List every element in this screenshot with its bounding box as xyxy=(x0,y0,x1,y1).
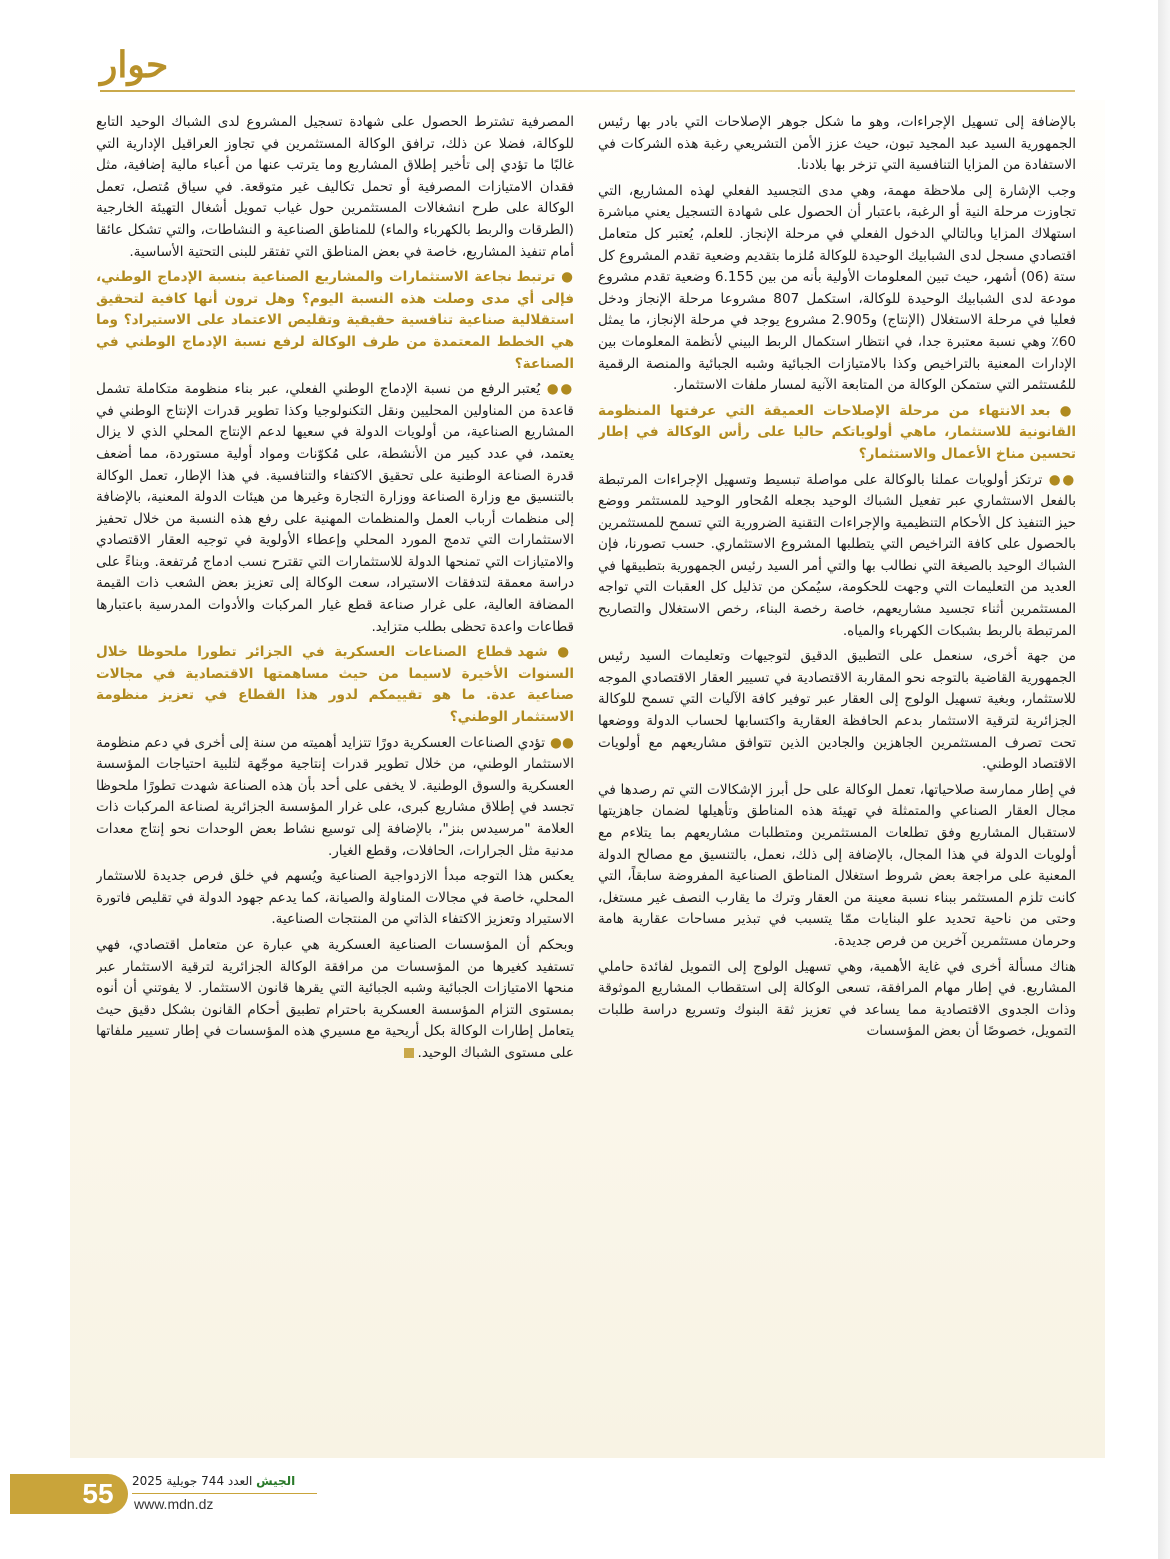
answer-text: ترتكز أولويات عملنا بالوكالة على مواصلة تبسيط وتسهيل الإجراءات المرتبطة بالفعل الاستثماري عبر تفعيل الشباك الوحيد بجعله المُحاور الوحيد للمستثمر ووضع حيز التنفيذ كل الأحكام التنظيمية والإجراءات التقنية الضرورية التي تسمح للمستثمرين بالحصول على كافة التراخيص التي يتطلبها المشروع الاستثماري. حسب تصورنا، فإن الشباك الوحيد بالصيغة التي نطالب بها والتي أمر السيد رئيس الجمهورية بتطبيقها في العديد من التعليمات التي وجهت للحكومة، سيُمكن من تذليل كل العقبات التي تواجه المستثمرين أثناء تجسيد مشاريعهم، خاصة رخصة البناء، رخص الاستغلال والتصاريح المرتبطة بالربط بشبكات الكهرباء والمياه. xyxy=(598,471,1076,639)
paragraph: في إطار ممارسة صلاحياتها، تعمل الوكالة على حل أبرز الإشكالات التي تم رصدها في مجال العقار الصناعي والمتمثلة في تهيئة هذه المناطق وتأهيلها لضمان جاهزيتها لاستقبال المشاريع وفق تطلعات المستثمرين ومتطلبات مشاريعهم بما يتلاءم مع أولويات الدولة في هذا المجال، بالإضافة إلى ذلك، نعمل، بالتنسيق مع مصالح الدولة المعنية على مراجعة بعض شروط استغلال المناطق الصناعية المفروضة سابقاً، التي كانت تلزم المستثمر ببناء نسبة معينة من العقار وترك ما يقارب النصف غير مستغل، وحتى من ناحية تحديد علو البنايات ممّا يتسبب في تبذير مساحات عقارية هامة وحرمان مستثمرين آخرين من فرص جديدة. xyxy=(598,781,1076,949)
magazine-brand: الجيش xyxy=(256,1474,296,1488)
paragraph: المصرفية تشترط الحصول على شهادة تسجيل المشروع لدى الشباك الوحيد التابع للوكالة، فضلا عن ذلك، ترافق الوكالة المستثمرين في تجاوز العراقيل الإدارية التي غالبًا ما تؤدي إلى تأخير إطلاق المشاريع وما يترتب عنها من أعباء مالية إضافية، مثل فقدان الامتيازات المصرفية أو تحمل تكاليف غير متوقعة. في سياق مُتصل، تعمل الوكالة على طرح انشغالات المستثمرين حول غياب تمويل أشغال التهيئة الخارجية (الطرقات والربط بالكهرباء والماء) للمناطق الصناعية و النشاطات، والتي تشكل عائقا أمام تنفيذ المشاريع، خاصة في بعض المناطق التي تفتقر للبنى التحتية الأساسية. xyxy=(96,114,574,260)
answer-marker-icon: ●● xyxy=(545,734,574,751)
paragraph: يعكس هذا التوجه مبدأ الازدواجية الصناعية ويُسهم في خلق فرص جديدة للاستثمار المحلي، خاصة في مجالات المناولة والصيانة، كما يدعم جهود الدولة في تقليص فاتورة الاستيراد وتعزيز الاكتفاء الذاتي من المنتجات الصناعية. xyxy=(96,868,574,928)
question-text: بعد الانتهاء من مرحلة الإصلاحات العميقة التي عرفتها المنظومة القانونية للاستثمار، ماهي أولوياتكم حاليا على رأس الوكالة في إطار تحسين مناخ الأعمال والاستثمار؟ xyxy=(598,402,1076,462)
paragraph: بالإضافة إلى تسهيل الإجراءات، وهو ما شكل جوهر الإصلاحات التي بادر بها رئيس الجمهورية السيد عبد المجيد تبون، حيث عزز الأمن التشريعي رغبة هذه الشركات في الاستفادة من المزايا التنافسية التي تزخر بها بلادنا. xyxy=(598,114,1076,174)
article-column-left xyxy=(96,112,574,1448)
issue-info xyxy=(132,1474,320,1492)
paragraph: هناك مسألة أخرى في غاية الأهمية، وهي تسهيل الولوج إلى التمويل لفائدة حاملي المشاريع. في إطار مهام المرافقة، تسعى الوكالة إلى استقطاب المشاريع الموثوقة وذات الجدوى الاقتصادية مما يساعد في تعزيز ثقة البنوك وتسريع دراسة طلبات التمويل، خصوصًا أن بعض المؤسسات xyxy=(598,958,1076,1040)
website-url: www.mdn.dz xyxy=(134,1496,214,1512)
interview-answer xyxy=(598,470,1076,643)
question-text: شهد قطاع الصناعات العسكرية في الجزائر تطورا ملحوظا خلال السنوات الأخيرة لاسيما من حيث مساهمتها الاقتصادية في مجالات صناعية عدة. ما هو تقييمكم لدور هذا القطاع في تعزيز منظومة الاستثمار الوطني؟ xyxy=(96,644,574,726)
interview-question xyxy=(96,267,574,375)
article-column-right xyxy=(598,112,1076,1448)
paragraph xyxy=(96,935,574,1065)
page-edge-shadow xyxy=(1158,0,1170,1559)
interview-answer xyxy=(96,733,574,863)
answer-text: تؤدي الصناعات العسكرية دورًا تتزايد أهميته من سنة إلى أخرى في دعم منظومة الاستثمار الوطني، من خلال تطوير قدرات إنتاجية موجّهة لتلبية احتياجات المؤسسة العسكرية والسوق الوطنية. لا يخفى على أحد بأن هذه الصناعة شهدت تطورًا ملحوظا تجسد في إطلاق مشاريع كبرى، على غرار المؤسسة الجزائرية لصناعة المركبات ذات العلامة "مرسيدس بنز"، بالإضافة إلى توسيع نشاط بعض الوحدات نحو إنتاج معدات مدنية مثل الجرارات، الحافلات، وقطع الغيار. xyxy=(96,734,574,859)
section-title: حوار xyxy=(100,44,169,86)
title-divider xyxy=(100,90,1075,92)
question-bullet-icon: ● xyxy=(555,269,574,286)
interview-question xyxy=(598,401,1076,466)
paragraph: من جهة أخرى، سنعمل على التطبيق الدقيق لتوجيهات وتعليمات السيد رئيس الجمهورية القاضية بالتوجه نحو المقاربة الاقتصادية في تسيير العقار الاقتصادي الموجه للاستثمار، وبغية تسهيل الولوج إلى العقار عبر توفير كافة الآليات التي تسمح للوكالة الجزائرية لترقية الاستثمار بدعم الحافظة العقارية واكتسابها لحساب الدولة ووضعها تحت تصرف المستثمرين الجاهزين والجادين الذين تتوافق مشاريعهم مع أولويات الاقتصاد الوطني. xyxy=(598,648,1076,773)
answer-marker-icon: ●● xyxy=(540,381,574,398)
interview-answer xyxy=(96,379,574,638)
question-text: ترتبط نجاعة الاستثمارات والمشاريع الصناعية بنسبة الإدماج الوطني، فإلى أي مدى وصلت هذه النسبة اليوم؟ وهل ترون أنها كافية لتحقيق استقلالية صناعية تنافسية حقيقية وتقليص الاعتماد على الاستيراد؟ وما هي الخطط المعتمدة من طرف الوكالة لرفع نسبة الإدماج الوطني في الصناعة؟ xyxy=(96,269,574,372)
paragraph: وجب الإشارة إلى ملاحظة مهمة، وهي مدى التجسيد الفعلي لهذه المشاريع، التي تجاوزت مرحلة النية أو الرغبة، باعتبار أن الحصول على شهادة التسجيل يعني مباشرة استهلاك المزايا وبالتالي الدخول الفعلي في مرحلة الإنجاز. للعلم، يُعتبر كل متعامل اقتصادي مسجل لدى الشبابيك الوحيدة للوكالة مُلزما بتقديم وضعية تقدم المشروع كل ستة (06) أشهر، حيث تبين المعلومات الأولية بأنه من بين 6.155 وضعية تقدم مشروع مودعة لدى الشبابيك الوحيدة للوكالة، استكمل 807 مشروعا مرحلة الإنجاز ودخل فعليا في مرحلة الاستغلال (الإنتاج) و2.905 مشروع يوجد في مرحلة الإنجاز، ما يمثل 60٪ وهي نسبة معتبرة جدا، في انتظار استكمال الربط البيني لأنظمة المعلومات بين الإدارات المعنية بالتراخيص وكذا بالامتيازات الجبائية وشبه الجبائية والمنصة الرقمية للمُستثمر التي ستمكن الوكالة من المتابعة الآنية لمسار ملفات الاستثمار. xyxy=(598,182,1076,394)
interview-question xyxy=(96,642,574,728)
question-bullet-icon: ● xyxy=(547,644,574,661)
question-bullet-icon: ● xyxy=(1050,402,1076,419)
answer-text: يُعتبر الرفع من نسبة الإدماج الوطني الفعلي، عبر بناء منظومة متكاملة تشمل قاعدة من المناولين المحليين ونقل التكنولوجيا وكذا تطوير قدرات الإنتاج الوطني في المشاريع الصناعية، من أولويات الدولة في سعيها لدعم الإنتاج المحلي الذي لا يزال يعتمد، في عدد كبير من الأنشطة، على مُكوّنات ومواد أولية مستوردة، مما أضعف قدرة الصناعة الوطنية على تحقيق الاكتفاء والتنافسية. في هذا الإطار، تعمل الوكالة بالتنسيق مع وزارة الصناعة ووزارة التجارة وغيرها من هيئات الدولة المعنية، بالإضافة إلى منظمات أرباب العمل والمنظمات المهنية على رفع هذه النسبة من خلال تحفيز الاستثمارات التي تدمج المورد المحلي وإعطاء الأولوية في توجيه العقار الاقتصادي والامتيازات التي تمنحها الدولة للاستثمارات التي تقترح نسب ادماج مُرتفعة. وبناءً على دراسة معمقة لتدفقات الاستيراد، سعت الوكالة إلى تعزيز بعض الشعب ذات القيمة المضافة العالية، على غرار صناعة قطع غيار المركبات والأدوات المدرسية باعتبارها قطاعات واعدة تحظى بطلب متزايد. xyxy=(96,381,574,635)
footer-divider xyxy=(132,1493,317,1494)
paragraph-text: وبحكم أن المؤسسات الصناعية العسكرية هي عبارة عن متعامل اقتصادي، فهي تستفيد كغيرها من المؤسسات من مرافقة الوكالة الجزائرية لترقية الاستثمار عبر منحها الامتيازات الجبائية وشبه الجبائية التي يقرها قانون الاستثمار. لا يفوتني أن أنوه بمستوى التزام المؤسسة العسكرية باحترام تطبيق أحكام القانون بشكل دقيق حيث يتعامل إطارات الوكالة بكل أريحية مع مسيري هذه المؤسسات في إطار تسيير ملفاتها على مستوى الشباك الوحيد. xyxy=(96,936,574,1061)
page-number: 55 xyxy=(82,1478,114,1509)
issue-text: العدد 744 جويلية 2025 xyxy=(132,1474,253,1488)
article-end-icon xyxy=(404,1048,414,1058)
answer-marker-icon: ●● xyxy=(1042,471,1076,488)
